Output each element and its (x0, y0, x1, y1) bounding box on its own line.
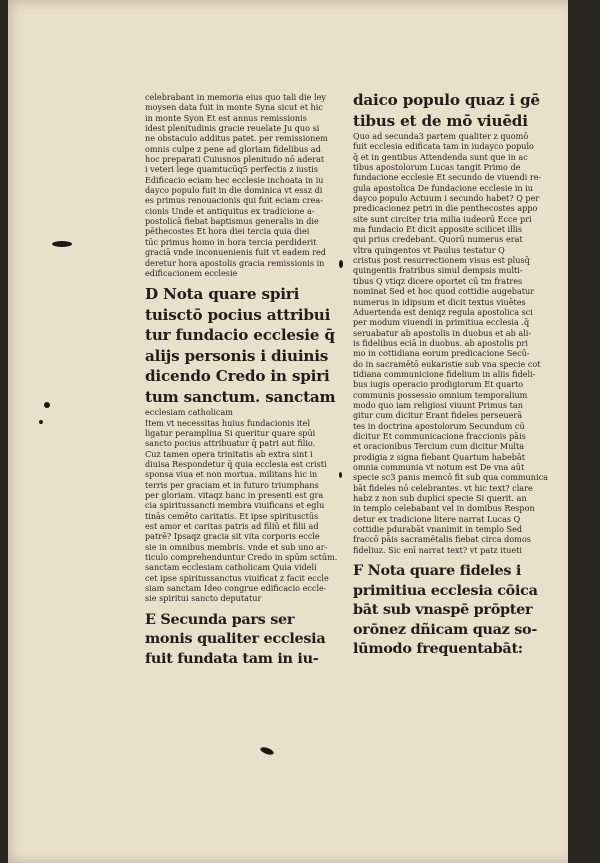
text-line: ticulo comprehenduntur Credo in spūm sctūm. (145, 552, 338, 562)
text-line: postolicā fiebat baptismus generalis in die (145, 216, 319, 227)
left-column (145, 92, 339, 668)
text-line: Item vt necessitas huius fundacionis itel (145, 417, 311, 428)
text-line: q̄ et in gentibus Attendenda sunt que in ac (353, 151, 528, 162)
text-line: tibus apostolorum Lucas tangit Primo de (353, 162, 521, 173)
text-line: tūc primus homo in hora tercia perdiderit (145, 236, 317, 247)
heading-line: F Nota quare fideles i (353, 562, 522, 580)
text-line: diuisa Respondetur q̄ quia ecclesia est cristi (145, 458, 327, 469)
text-line: dayco populo fuit in die dominica vt essz di (145, 185, 323, 196)
text-line: sponsa viua et non mortua. militans hic in (145, 469, 318, 480)
text-line: et oracionibus Tercium cum dicitur Multa (353, 441, 525, 452)
text-line: deretur hora apostolis gracia remissionis in (145, 257, 325, 268)
text-line: ligatur perampliua Si queritur quare spūi (145, 427, 316, 438)
heading-line: primitiua ecclesia cōica (353, 581, 538, 599)
text-line: cia spiritussancti membra viuificans et eglu (145, 500, 325, 511)
ink-blot (339, 472, 342, 478)
text-line: pēthecostes Et hora diei tercia quia diei (145, 226, 310, 237)
text-line: gitur cum dicitur Erant fideles perseuerā (353, 410, 523, 421)
text-line: fideliuz. Sic enī narrat text? vt patz itueti (353, 544, 522, 555)
text-line: sie in omnibus membris. vnde et sub uno ar- (145, 541, 328, 552)
text-line: celebrabant in memoria eius quo tali die ley (145, 92, 326, 102)
left-heading-1 (145, 284, 339, 407)
text-line: hoc preparati Cuiusnos plenitudo nō aderat (145, 154, 325, 165)
text-line: edificacionem ecclesie (145, 267, 238, 278)
ink-blot (339, 260, 343, 268)
ink-blot (259, 746, 274, 756)
text-line: ma fundacio Et dicit apposite scilicet illis (353, 224, 523, 235)
text-line: specie sc3 panis memcō fit sub qua communica (353, 472, 548, 483)
text-line: moysen data fuit in monte Syna sicut et hic (145, 102, 323, 113)
text-line: Cuz tamen opera trinitatis ab extra sint i (145, 448, 313, 459)
text-line: numerus in idipsum et dicit textus viuētes (353, 296, 526, 307)
text-line: is fidelibus eciā in duobus. ab apostolis pri (353, 337, 528, 348)
text-line: omnia communia vt notum est De vna aūt (353, 462, 525, 472)
text-line: gula apostolica De fundacione ecclesie in iu (353, 182, 534, 193)
ink-blot (39, 420, 43, 424)
text-line: cionis Unde et antiquitus ex tradicione a- (145, 205, 315, 216)
heading-line: tuisctō pocius attribui (145, 305, 331, 324)
text-line: modo quo iam religiosi viuunt Primus tan (353, 399, 523, 410)
text-line: quingentis fratribus simul dempsis multi- (353, 265, 523, 276)
heading-line: E Secunda pars ser (145, 610, 295, 628)
heading-line: orōnez dñicam quaz so- (353, 620, 537, 638)
text-line: detur ex tradicione litere narrat Lucas Q (353, 513, 521, 524)
text-line: graciā vnde inconuenienis fuit vt eadem red (145, 247, 326, 258)
text-line: cet ipse spiritussanctus viuificat z facit eccle (145, 572, 329, 583)
text-line: terris per graciam et in futuro triumphans (145, 479, 319, 490)
right-main-paragraph (353, 131, 553, 555)
text-line: Aduertenda est deniqz regula apostolica sci (353, 306, 533, 317)
text-line: patrē? Ipsaqz gracia sit vita corporis eccle (145, 531, 320, 542)
heading-line: tur fundacio ecclesie q̄ (145, 326, 335, 345)
heading-line: D Nota quare spiri (145, 285, 300, 304)
text-line: idest plenitudinis gracie reuelate Ju quo si (145, 123, 320, 134)
text-line: sie spiritui sancto deputatur (145, 593, 262, 604)
text-line: bāt fideles nō celebrantes. vt hic text? clare (353, 482, 533, 493)
text-line: sancto pocius attribuatur q̄ patri aut filio. (145, 438, 316, 449)
text-line: Quo ad secunda3 partem qualiter z quomō (353, 131, 529, 141)
ink-blot (44, 402, 50, 408)
text-line: cottidie pdurabāt vnanimit in templo Sed (353, 524, 523, 535)
text-line: Edificacio eciam hec ecclesie inchoata in iu (145, 174, 324, 185)
text-line: per gloriam. vitaqz hanc in presenti est gra (145, 489, 324, 500)
text-line: habz z non sub duplici specie Si querit. an (353, 493, 527, 504)
right-heading-bottom (353, 561, 553, 659)
text-line: ecclesiam catholicam (145, 407, 233, 418)
ink-blot (52, 241, 72, 247)
right-column (353, 90, 553, 659)
text-line: omnis culpe z pene ad gloriam fidelibus ad (145, 143, 321, 154)
text-line: bus iugis operacio prodigiorum Et quarto (353, 379, 524, 390)
text-line: tinās cemēto caritatis. Et ipse spiritusctūs (145, 510, 319, 521)
heading-line: fuit fundata tam in iu- (145, 649, 319, 667)
text-line: tibus Q vtiqz dicere oportet cū tm fratres (353, 275, 523, 286)
text-line: fuit ecclesia edificata tam in iudayco populo (353, 141, 534, 152)
heading-line: tum sanctum. sanctam (145, 387, 336, 406)
text-line: do in sacramētō eukaristie sub vna specie cot (353, 358, 541, 369)
left-middle-paragraph (145, 407, 339, 604)
text-line: cristus post resurrectionem visus est plusq̄ (353, 255, 530, 266)
right-heading-top (353, 90, 553, 131)
text-line: nominat Sed et hoc quod cottidie augebatur (353, 286, 535, 297)
heading-line: dicendo Credo in spiri (145, 367, 330, 386)
heading-line: monis qualiter ecclesia (145, 630, 326, 648)
heading-line: bāt sub vnaspē prōpter (353, 601, 533, 619)
text-line: dicitur Et communicacione fraccionis pāis (353, 430, 526, 441)
text-line: communis possessio omnium temporalium (353, 389, 528, 400)
manuscript-page (8, 0, 584, 863)
text-line: prodigia z signa fiebant Quartum habebāt (353, 451, 525, 462)
text-line: tidiana communicione fidelium in aliis fideli- (353, 368, 536, 379)
text-line: predicacionez petri in die penthecostes appo (353, 203, 538, 214)
text-line: vltra quingentos vt Paulus testatur Q (353, 244, 505, 255)
text-line: fundacione ecclesie Et secundo de viuendi re- (353, 172, 542, 183)
heading-line: lūmodo frequentabāt: (353, 640, 523, 658)
text-line: tes in doctrina apostolorum Secundum cū (353, 420, 525, 431)
text-line: sanctam ecclesiam catholicam Quia videli (145, 562, 317, 573)
text-line: mo in cottidiana eorum predicacione Secū- (353, 348, 530, 359)
text-line: site sunt circiter tria milia iudeorū Ecce pri (353, 213, 532, 224)
left-top-paragraph (145, 92, 339, 278)
text-line: est amor et caritas patris ad filiū et filii ad (145, 520, 319, 531)
text-line: in templo celebabant vel in domibus Respon (353, 503, 535, 514)
heading-line: daico populo quaz i gē (353, 91, 540, 109)
text-line: dayco populo Actuum i secundo habet? Q per (353, 193, 540, 204)
text-line: per modum viuendi in primitiua ecclesia .q̄ (353, 317, 530, 328)
heading-line: tibus et de mō viuēdi (353, 111, 528, 130)
text-line: in monte Syon Et est annus remissionis (145, 112, 307, 123)
text-line: i veteri lege quamtucūq5 perfectis z iustis (145, 164, 319, 175)
text-line: siam sanctam Ideo congrue edificacio eccle- (145, 583, 327, 594)
text-line: seruabatur ab apostolis in duobus et ab ali- (353, 327, 532, 338)
heading-line: alijs personis i diuinis (145, 346, 329, 365)
text-line: ne obstaculo additus patet. per remissionem (145, 133, 328, 144)
text-line: fraccō pāis sacramētalis fiebat circa domos (353, 534, 531, 545)
left-heading-2 (145, 610, 339, 669)
page-edge (568, 0, 584, 863)
text-line: es primus renouacionis qui fuit eciam crea- (145, 195, 323, 206)
text-line: qui prius credebant. Quorū numerus erat (353, 234, 523, 245)
